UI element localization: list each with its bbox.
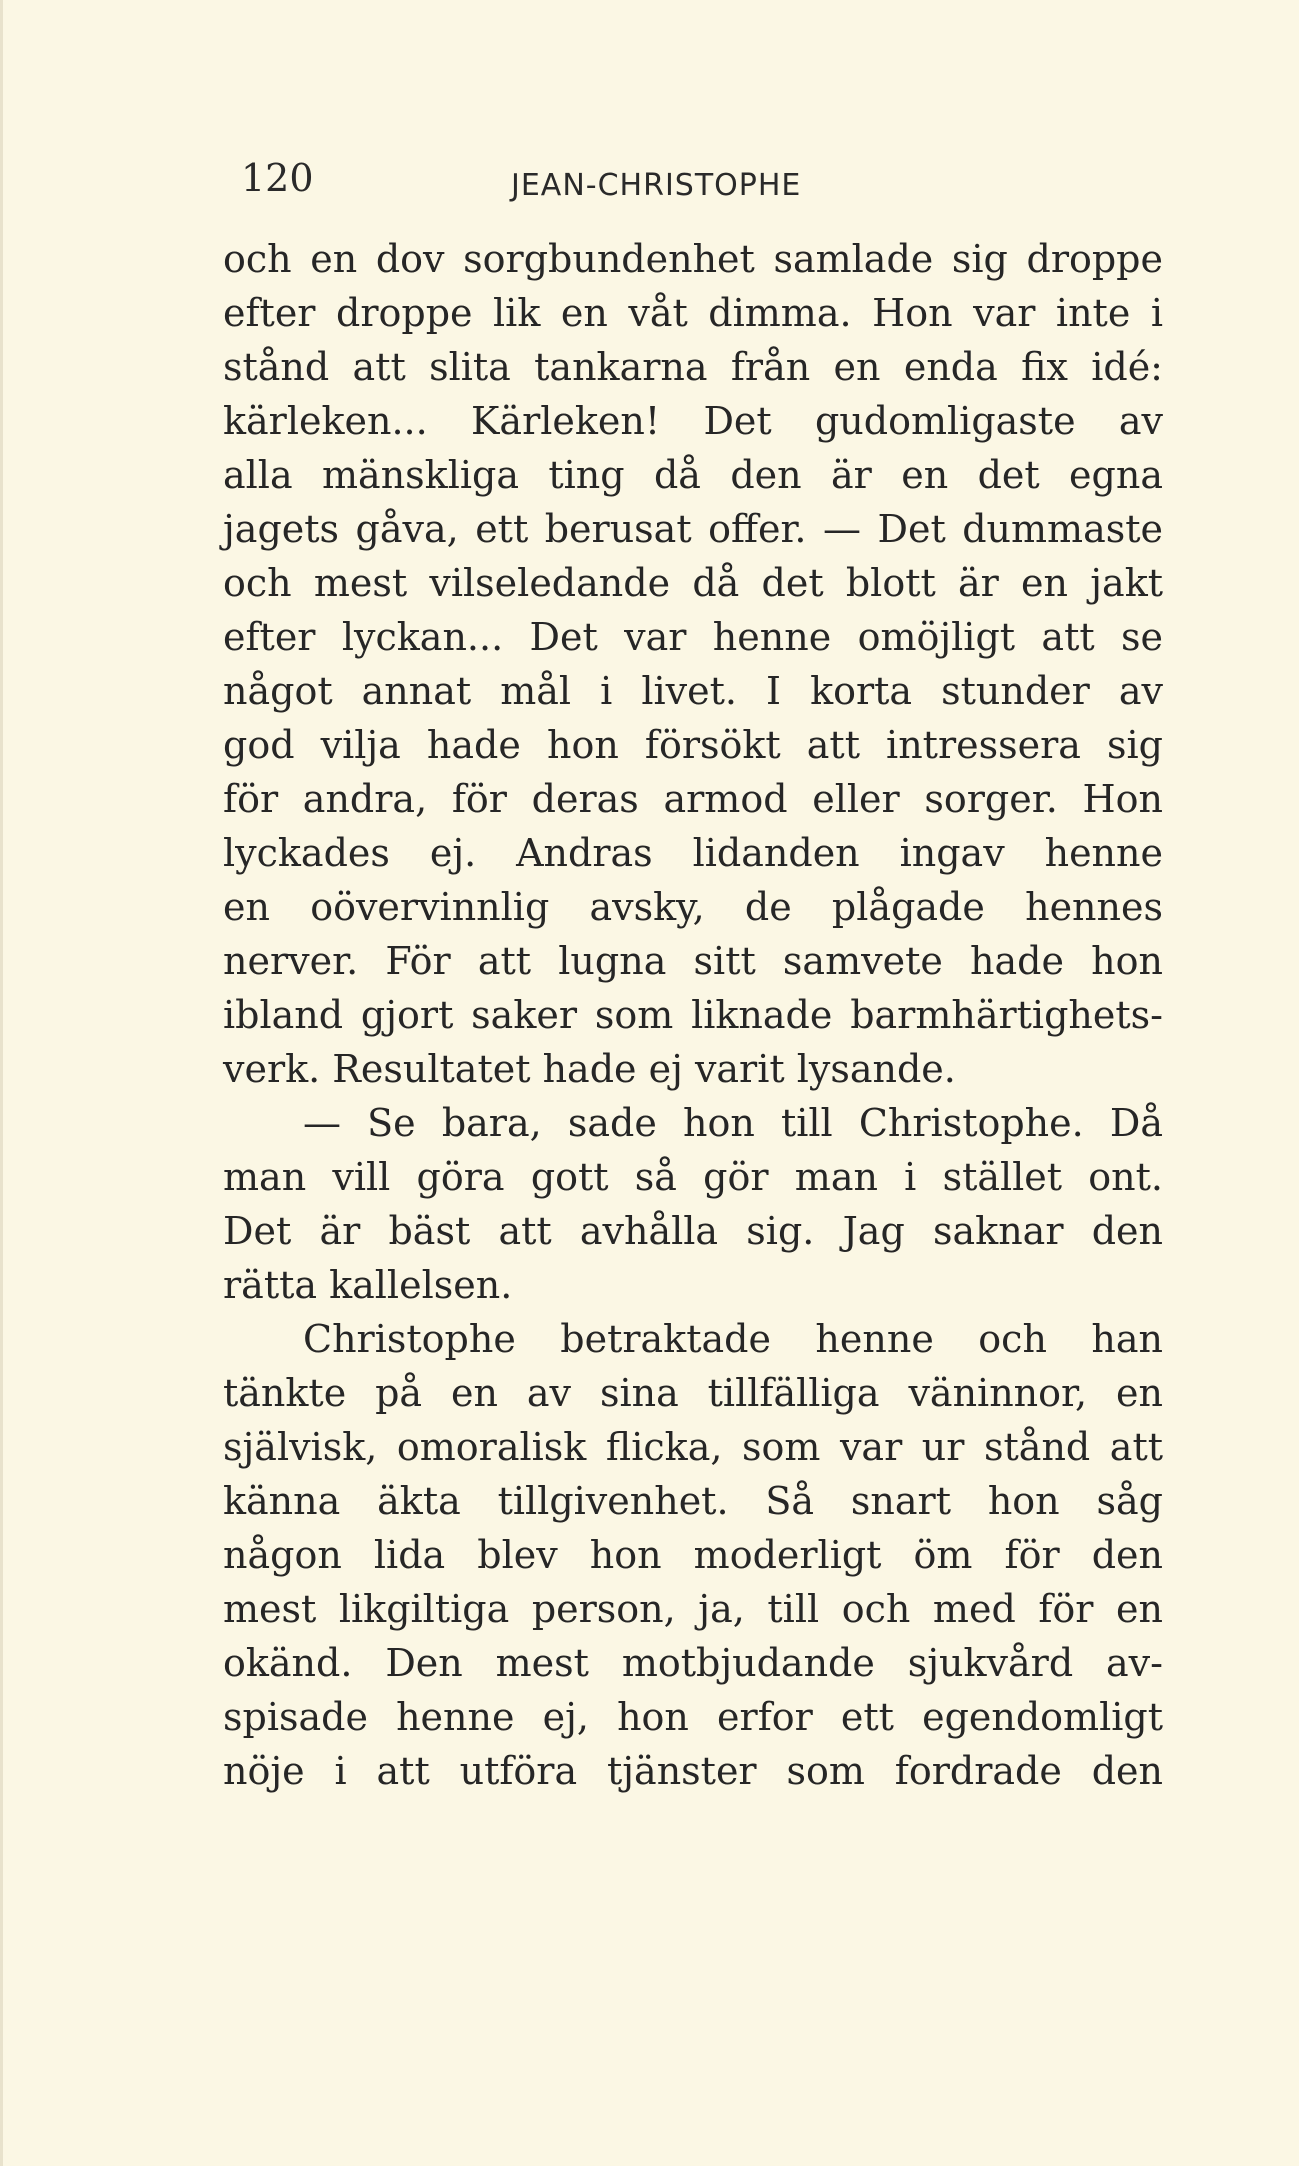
text-line: för andra, för deras armod eller sorger. Hon — [223, 777, 1163, 821]
text-line: stånd att slita tankarna från en enda fix idé: — [223, 345, 1163, 389]
text-line: okänd. Den mest motbjudande sjukvård av- — [223, 1641, 1163, 1685]
text-line: nöje i att utföra tjänster som fordrade den — [223, 1749, 1163, 1793]
text-line: nerver. För att lugna sitt samvete hade hon — [223, 939, 1163, 983]
text-line: ibland gjort saker som liknade barmhärtighets- — [223, 993, 1163, 1037]
text-line: rätta kallelsen. — [223, 1263, 513, 1307]
text-line: Christophe betraktade henne och han — [303, 1317, 1163, 1361]
body-text — [223, 232, 1163, 1798]
text-line: verk. Resultatet hade ej varit lysande. — [223, 1047, 956, 1091]
text-line: någon lida blev hon moderligt öm för den — [223, 1533, 1163, 1577]
text-line: spisade henne ej, hon erfor ett egendomligt — [223, 1695, 1163, 1739]
text-line: en oövervinnlig avsky, de plågade hennes — [223, 885, 1163, 929]
text-line: känna äkta tillgivenhet. Så snart hon såg — [223, 1479, 1163, 1523]
text-line: något annat mål i livet. I korta stunder av — [223, 669, 1163, 713]
text-line: mest likgiltiga person, ja, till och med för en — [223, 1587, 1163, 1631]
page-header — [231, 148, 1171, 208]
text-line: lyckades ej. Andras lidanden ingav henne — [223, 831, 1163, 875]
text-line: tänkte på en av sina tillfälliga väninnor, en — [223, 1371, 1163, 1415]
text-line: efter lyckan... Det var henne omöjligt att se — [223, 615, 1163, 659]
text-line: — Se bara, sade hon till Christophe. Då — [303, 1101, 1163, 1145]
text-line: och mest vilseledande då det blott är en jakt — [223, 561, 1163, 605]
text-line: man vill göra gott så gör man i stället ont. — [223, 1155, 1163, 1199]
running-title: JEAN-CHRISTOPHE — [511, 168, 802, 203]
text-line: självisk, omoralisk flicka, som var ur stånd att — [223, 1425, 1163, 1469]
text-line: Det är bäst att avhålla sig. Jag saknar den — [223, 1209, 1163, 1253]
text-line: och en dov sorgbundenhet samlade sig droppe — [223, 237, 1163, 281]
page-number: 120 — [241, 156, 314, 200]
text-line: kärleken... Kärleken! Det gudomligaste av — [223, 399, 1163, 443]
text-line: jagets gåva, ett berusat offer. — Det dummaste — [223, 507, 1163, 551]
text-line: alla mänskliga ting då den är en det egna — [223, 453, 1163, 497]
text-line: efter droppe lik en våt dimma. Hon var inte i — [223, 291, 1163, 335]
text-line: god vilja hade hon försökt att intressera sig — [223, 723, 1163, 767]
